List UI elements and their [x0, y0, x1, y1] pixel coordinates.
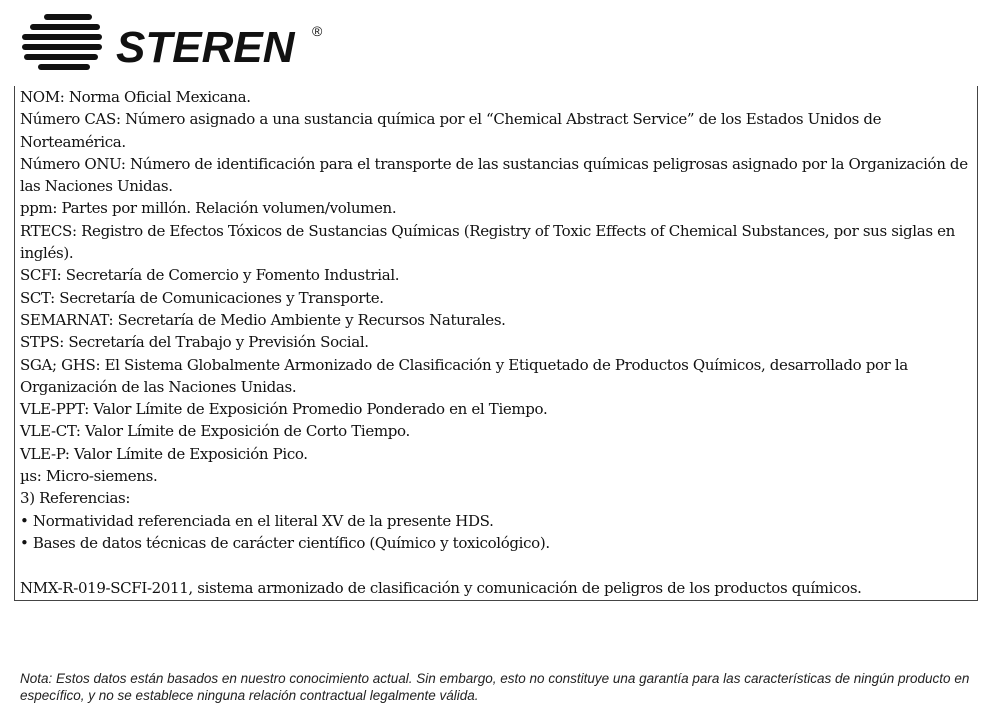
glossary-line: SCT: Secretaría de Comunicaciones y Transporte. — [20, 288, 384, 307]
glossary-line: VLE-P: Valor Límite de Exposición Pico. — [20, 444, 308, 463]
blank-line — [20, 554, 971, 576]
steren-emblem-icon — [22, 14, 102, 70]
disclaimer-note: Nota: Estos datos están basados en nuestro conocimiento actual. Sin embargo, esto no constituye una garantía para las características de ningún producto en específico, y no se establece ninguna relación contractual legalmente válida. — [20, 671, 970, 703]
glossary-line: SEMARNAT: Secretaría de Medio Ambiente y Recursos Naturales. — [20, 310, 506, 329]
reference-standard: NMX-R-019-SCFI-2011, sistema armonizado de clasificación y comunicación de peligros de los productos químicos. — [20, 578, 862, 597]
glossary-line: SCFI: Secretaría de Comercio y Fomento Industrial. — [20, 266, 400, 285]
glossary-line: VLE-PPT: Valor Límite de Exposición Promedio Ponderado en el Tiempo. — [20, 400, 548, 419]
steren-logo — [20, 10, 340, 76]
steren-logo-graphic — [20, 10, 340, 76]
registered-mark: ® — [312, 23, 323, 39]
glossary-line: ppm: Partes por millón. Relación volumen/volumen. — [20, 199, 397, 218]
glossary-line: SGA; GHS: El Sistema Globalmente Armonizado de Clasificación y Etiquetado de Productos Químicos, desarrollado por la Organización de las Naciones Unidas. — [20, 355, 908, 396]
glossary-line: NOM: Norma Oficial Mexicana. — [20, 88, 251, 106]
glossary-line: STPS: Secretaría del Trabajo y Previsión Social. — [20, 333, 369, 352]
glossary-line: RTECS: Registro de Efectos Tóxicos de Sustancias Químicas (Registry of Toxic Effects of Chemical Substances, por sus siglas en inglés). — [20, 221, 955, 263]
glossary-line: µs: Micro-siemens. — [20, 467, 158, 486]
glossary-line: Número CAS: Número asignado a una sustancia química por el “Chemical Abstract Service” de los Estados Unidos de Norteamérica. — [20, 110, 882, 151]
references-heading: 3) Referencias: — [20, 489, 131, 508]
glossary-box — [14, 86, 978, 601]
reference-item: • Normatividad referenciada en el literal XV de la presente HDS. — [20, 511, 494, 530]
reference-item: • Bases de datos técnicas de carácter científico (Químico y toxicológico). — [20, 533, 550, 552]
glossary-line: VLE-CT: Valor Límite de Exposición de Corto Tiempo. — [20, 422, 410, 441]
brand-wordmark: STEREN — [116, 23, 295, 72]
glossary-line: Número ONU: Número de identificación para el transporte de las sustancias químicas peligrosas asignado por la Organización de las Naciones Unidas. — [20, 154, 968, 196]
